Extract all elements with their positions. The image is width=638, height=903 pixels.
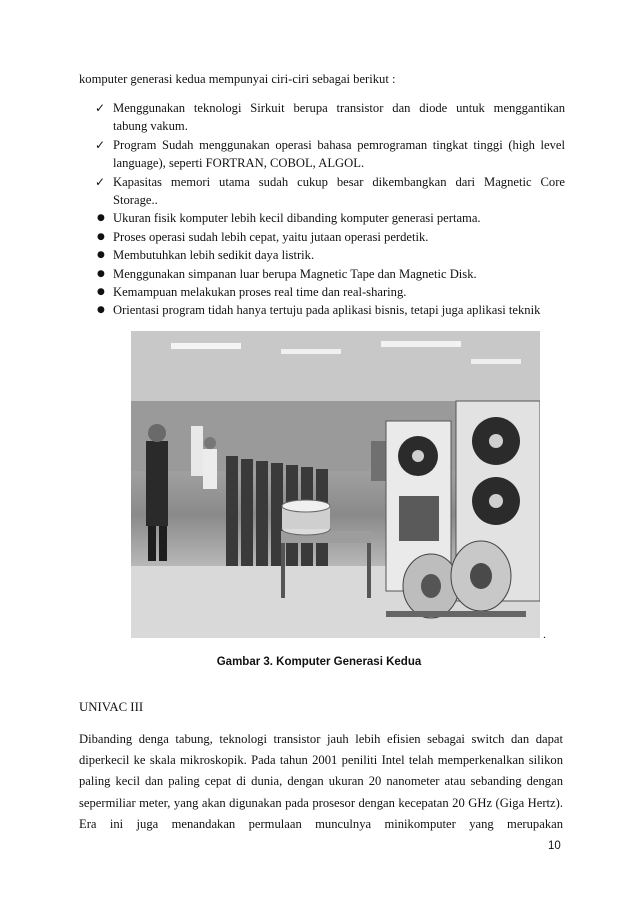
bullet-icon: ● bbox=[97, 268, 105, 279]
bullet-icon: ● bbox=[97, 250, 105, 261]
list-item-line: Storage.. bbox=[113, 193, 158, 208]
page-number: 10 bbox=[548, 840, 561, 852]
photo-trailing-dot: . bbox=[543, 627, 546, 641]
list-item-line: Program Sudah menggunakan operasi bahasa pemrograman tingkat tinggi (high level bbox=[113, 137, 565, 152]
list-item bbox=[95, 246, 565, 264]
list-item bbox=[95, 301, 565, 319]
list-item bbox=[95, 228, 565, 246]
list-item-line: Kapasitas memori utama sudah cukup besar dikembangkan dari Magnetic Core bbox=[113, 174, 565, 189]
characteristics-list bbox=[95, 99, 565, 320]
list-item bbox=[95, 173, 565, 210]
intro-sentence: komputer generasi kedua mempunyai ciri-ciri sebagai berikut : bbox=[79, 72, 396, 86]
section-heading: UNIVAC III bbox=[79, 700, 144, 714]
figure-caption: Gambar 3. Komputer Generasi Kedua bbox=[216, 656, 422, 668]
list-item bbox=[95, 283, 565, 301]
checkmark-icon: ✓ bbox=[95, 101, 106, 115]
checkmark-icon: ✓ bbox=[95, 174, 106, 189]
list-item bbox=[95, 209, 565, 227]
second-generation-computer-photo bbox=[131, 331, 540, 638]
list-item-line: Menggunakan teknologi Sirkuit berupa transistor dan diode untuk menggantikan bbox=[113, 101, 565, 115]
checkmark-icon: ✓ bbox=[95, 137, 106, 152]
body-paragraph: Dibanding denga tabung, teknologi transistor jauh lebih efisien sebagai switch dan dapat diperkecil ke skala mikroskopik. Pada tahun 2001 peniliti Intel telah memperkenalkan silikon paling kecil dan paling cepat di dunia, dengan ukuran 20 nanometer atau sebanding dengan sepermiliar meter, yang akan digunakan pada prosesor dengan kecepatan 20 GHz (Giga Hertz). Era ini juga menandakan permulaan munculnya minikomputer yang merupakan bbox=[79, 732, 563, 831]
list-item-line: language), seperti FORTRAN, COBOL, ALGOL. bbox=[113, 156, 365, 171]
list-item bbox=[95, 265, 565, 283]
list-item-line: tabung vakum. bbox=[113, 119, 188, 134]
list-item bbox=[95, 99, 565, 136]
bullet-icon: ● bbox=[97, 305, 105, 316]
list-item-line: Ukuran fisik komputer lebih kecil dibanding komputer generasi pertama. bbox=[113, 211, 481, 226]
list-item-line: Orientasi program tidah hanya tertuju pada aplikasi bisnis, tetapi juga aplikasi teknik bbox=[113, 303, 541, 318]
list-item-line: Proses operasi sudah lebih cepat, yaitu jutaan operasi perdetik. bbox=[113, 229, 429, 244]
bullet-icon: ● bbox=[97, 231, 105, 242]
bullet-icon: ● bbox=[97, 287, 105, 298]
list-item-line: Kemampuan melakukan proses real time dan real-sharing. bbox=[113, 285, 407, 300]
bullet-icon: ● bbox=[97, 213, 105, 224]
list-item bbox=[95, 136, 565, 173]
list-item-line: Membutuhkan lebih sedikit daya listrik. bbox=[113, 248, 315, 263]
list-item-line: Menggunakan simpanan luar berupa Magnetic Tape dan Magnetic Disk. bbox=[113, 266, 477, 281]
